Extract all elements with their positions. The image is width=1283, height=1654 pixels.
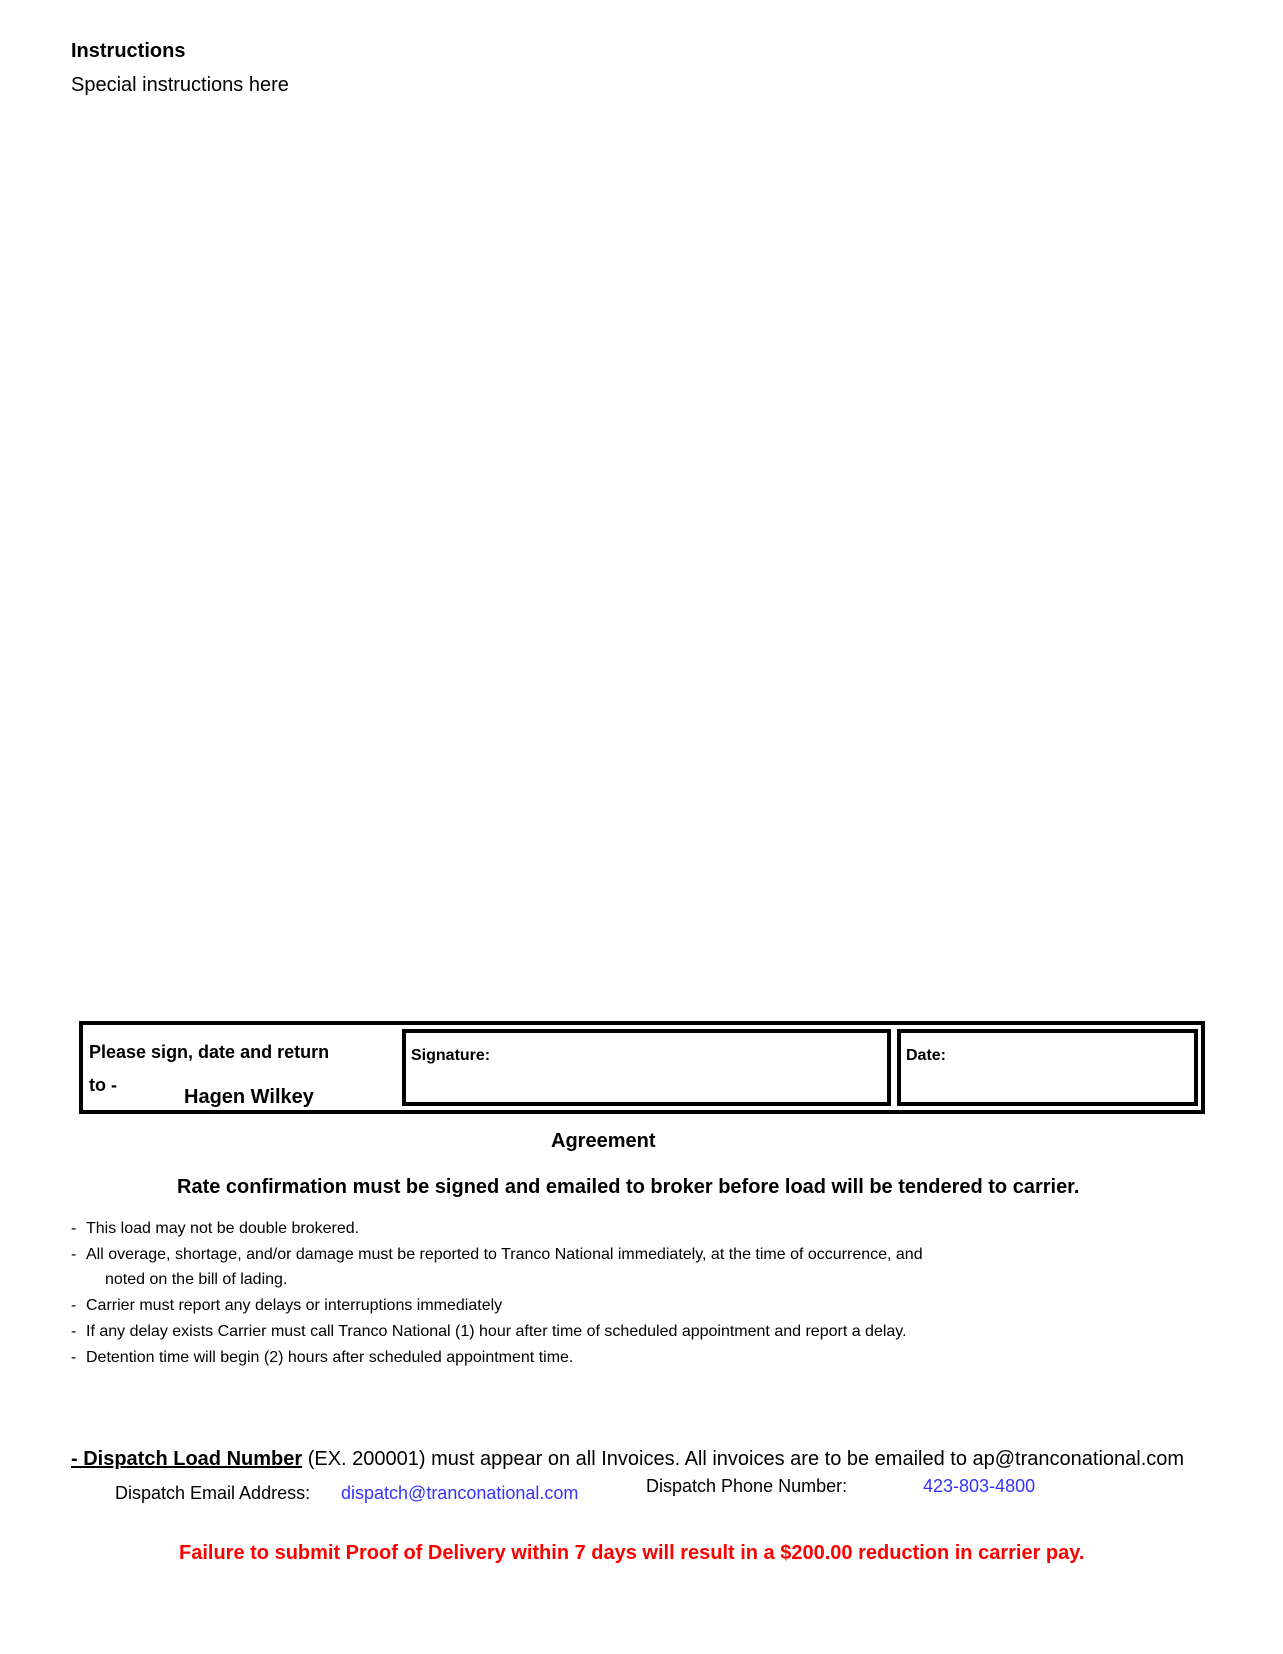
dispatch-invoice-text: (EX. 200001) must appear on all Invoices. All invoices are to be emailed to ap@tranconational.com — [302, 1448, 1185, 1470]
term-text: Carrier must report any delays or interruptions immediately — [86, 1297, 503, 1314]
term-continuation: noted on the bill of lading. — [105, 1271, 288, 1288]
agreement-heading: Agreement — [551, 1130, 656, 1152]
dispatch-phone-label: Dispatch Phone Number: — [646, 1476, 848, 1496]
term-text: If any delay exists Carrier must call Tranco National (1) hour after time of scheduled appointment and report a delay. — [86, 1323, 907, 1340]
term-item — [71, 1293, 923, 1319]
dispatch-invoice-note — [71, 1448, 1184, 1471]
term-item — [71, 1242, 923, 1268]
term-text: All overage, shortage, and/or damage must be reported to Tranco National immediately, at the time of occurrence, and — [86, 1246, 923, 1263]
term-dash: - — [71, 1220, 77, 1237]
return-instruction: Please sign, date and return — [89, 1042, 330, 1062]
dispatch-email-link[interactable]: dispatch@tranconational.com — [341, 1483, 579, 1503]
term-text: This load may not be double brokered. — [86, 1220, 360, 1237]
term-text: Detention time will begin (2) hours after scheduled appointment time. — [86, 1349, 574, 1366]
date-label: Date: — [906, 1047, 947, 1064]
date-field[interactable] — [897, 1029, 1198, 1106]
return-instruction-to: to - — [89, 1075, 117, 1095]
term-item — [71, 1319, 923, 1345]
terms-list — [71, 1216, 923, 1371]
term-item — [71, 1345, 923, 1371]
term-item — [71, 1216, 923, 1242]
signature-field[interactable] — [402, 1029, 891, 1106]
instructions-text: Special instructions here — [71, 74, 289, 96]
term-dash: - — [71, 1246, 77, 1263]
dispatch-email-label: Dispatch Email Address: — [115, 1483, 311, 1503]
dispatch-load-number-label: - Dispatch Load Number — [71, 1448, 303, 1470]
instructions-heading: Instructions — [71, 40, 186, 62]
return-contact-name: Hagen Wilkey — [184, 1086, 314, 1108]
pod-warning: Failure to submit Proof of Delivery within 7 days will result in a $200.00 reduction in carrier pay. — [179, 1542, 1085, 1564]
agreement-lead: Rate confirmation must be signed and emailed to broker before load will be tendered to carrier. — [177, 1176, 1080, 1198]
dispatch-phone-link[interactable]: 423-803-4800 — [923, 1476, 1036, 1496]
term-dash: - — [71, 1349, 77, 1366]
term-dash: - — [71, 1323, 77, 1340]
signature-label: Signature: — [411, 1047, 491, 1064]
term-dash: - — [71, 1297, 77, 1314]
